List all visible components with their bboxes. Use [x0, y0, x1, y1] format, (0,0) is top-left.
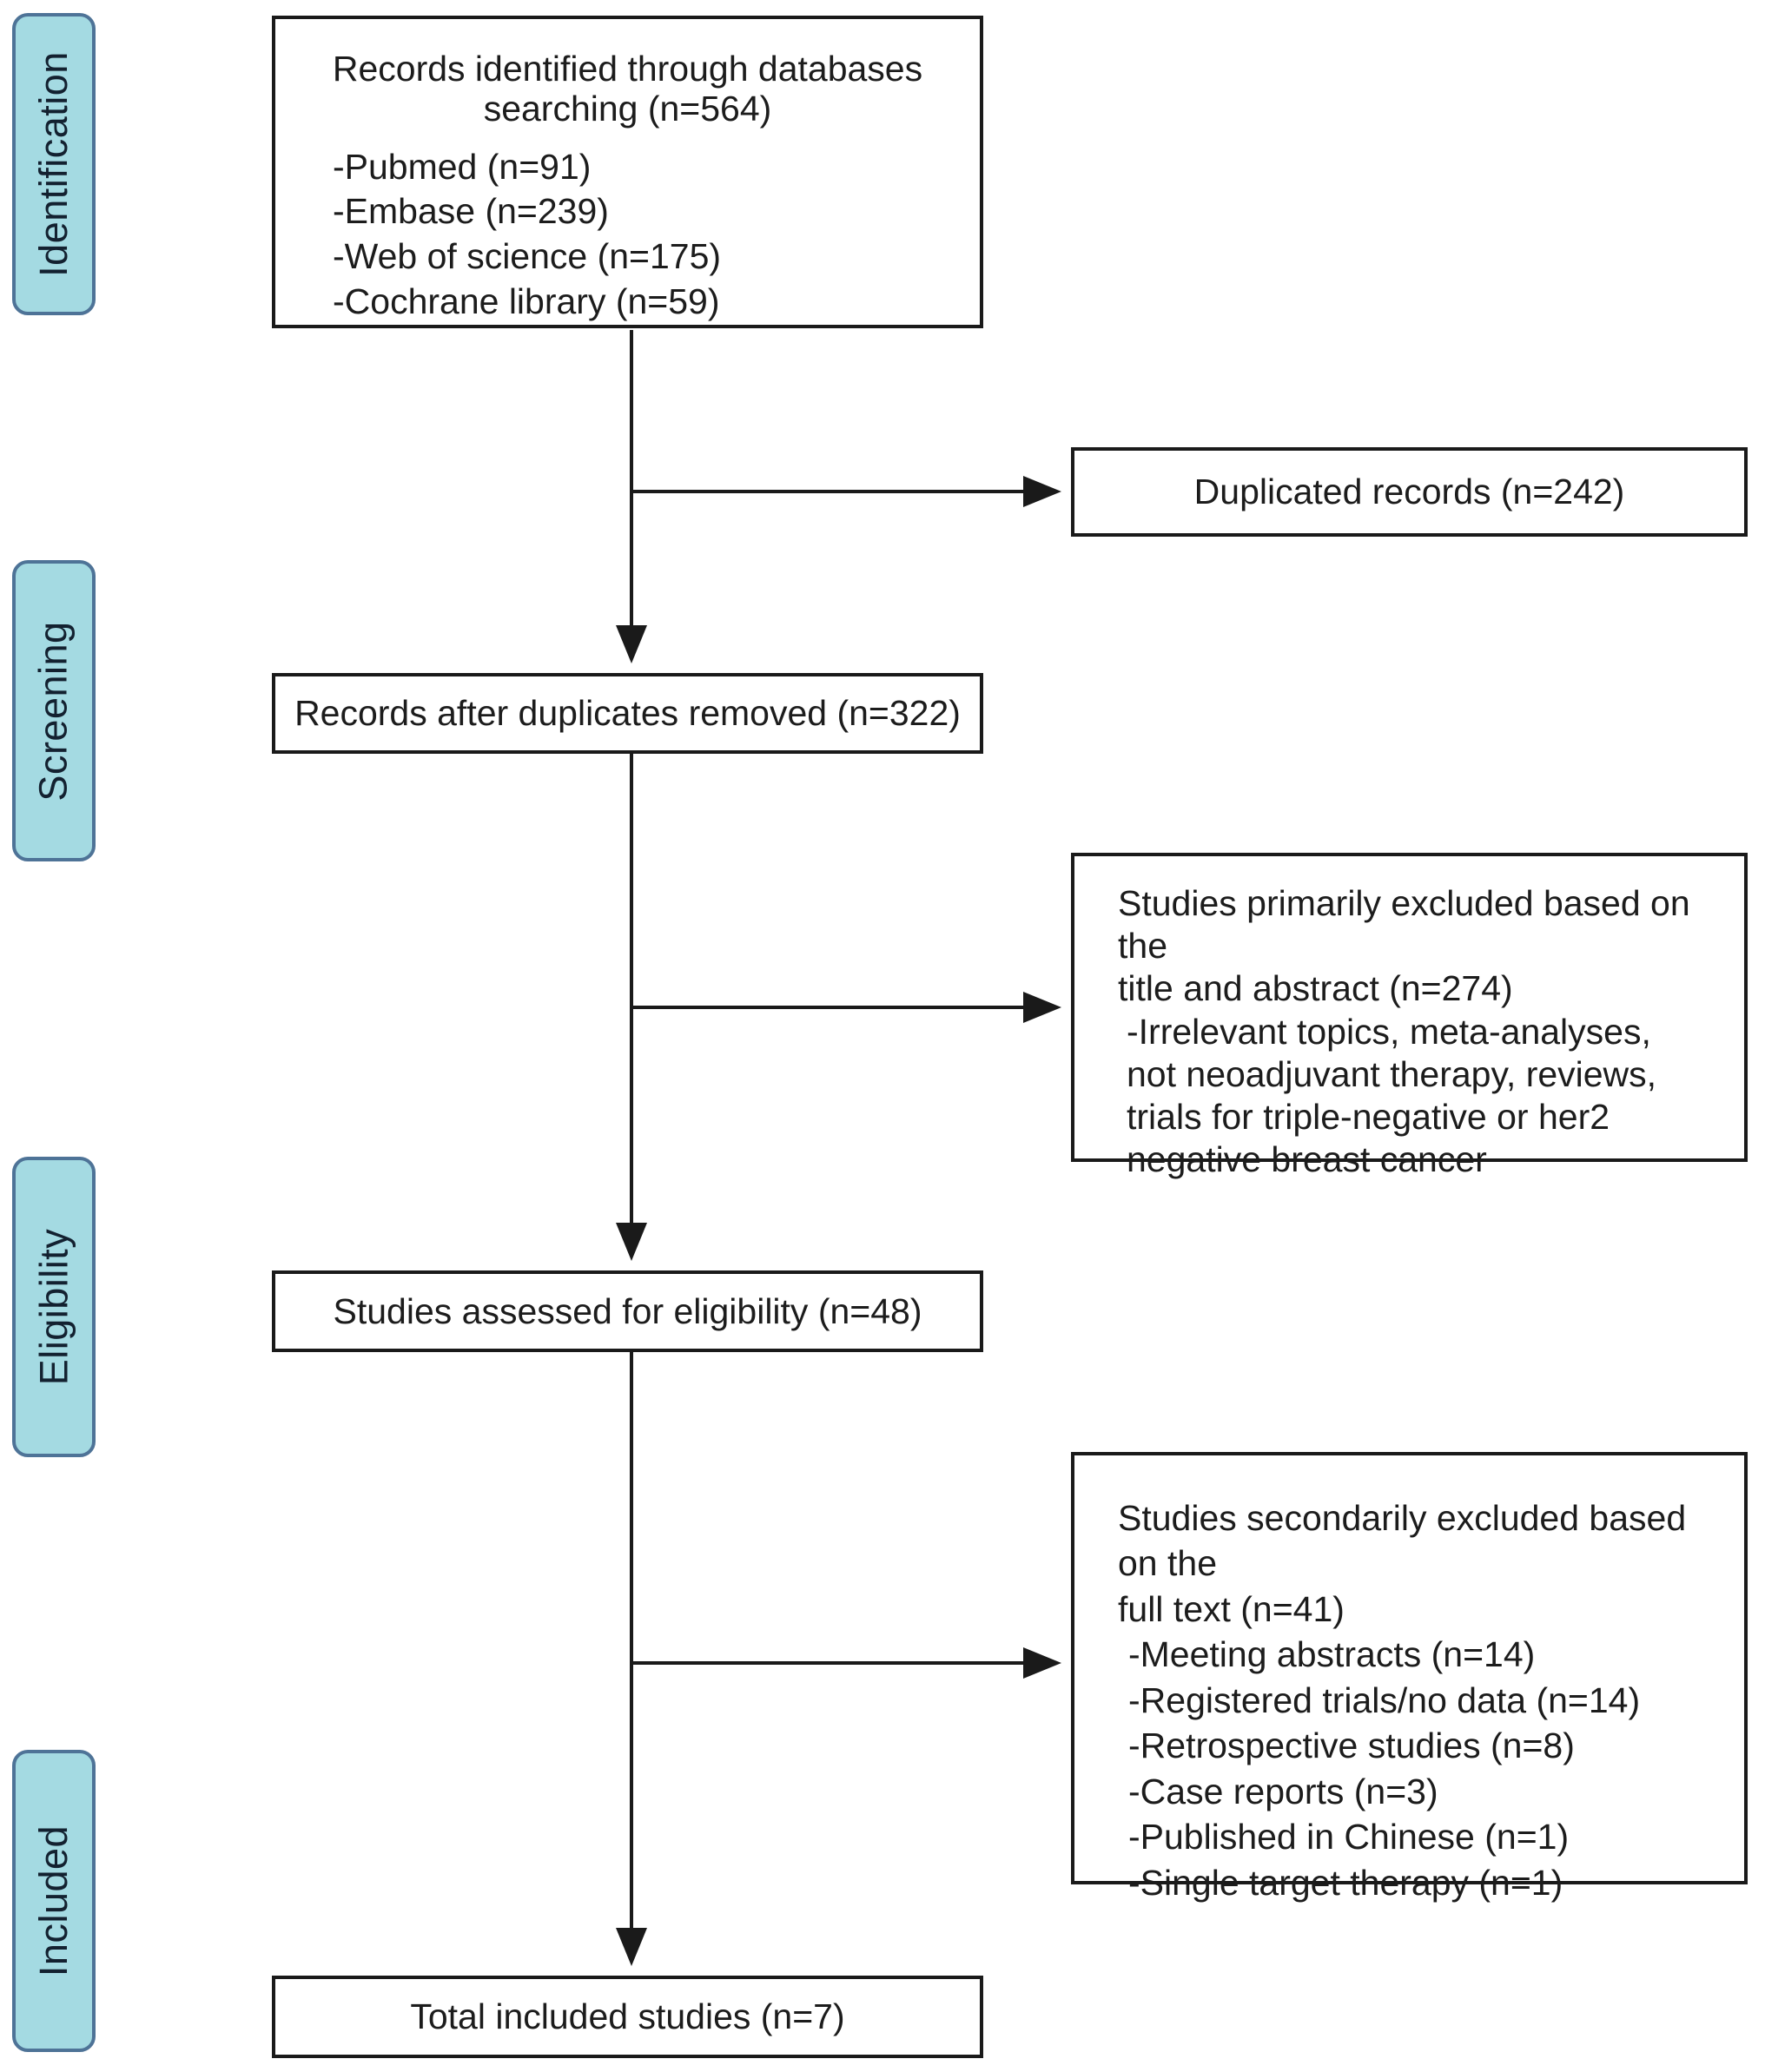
text-line: not neoadjuvant therapy, reviews,: [1127, 1053, 1657, 1094]
stage-label-screening: Screening: [31, 620, 76, 802]
box-total-included: [272, 1976, 983, 2058]
text-line: negative breast cancer: [1127, 1139, 1487, 1180]
text-line: -Meeting abstracts (n=14): [1128, 1634, 1536, 1675]
stage-box-eligibility: [12, 1157, 96, 1457]
text-line: -Web of science (n=175): [333, 235, 722, 276]
text-line: -Pubmed (n=91): [333, 146, 592, 187]
box-duplicated-records: [1071, 447, 1748, 537]
text-line: Studies assessed for eligibility (n=48): [333, 1290, 922, 1331]
stage-box-identification: [12, 13, 96, 315]
text-line: full text (n=41): [1118, 1588, 1345, 1629]
stage-box-included: [12, 1750, 96, 2052]
secondary-excluded-reasons: [1118, 1632, 1720, 1905]
box-records-identified: [272, 16, 983, 328]
text-line: -Registered trials/no data (n=14): [1128, 1679, 1641, 1720]
box-secondary-excluded: [1071, 1452, 1748, 1903]
stage-label-identification: Identification: [31, 51, 76, 277]
text-line: Duplicated records (n=242): [1193, 472, 1625, 512]
text-line: title and abstract (n=274): [1118, 968, 1513, 1009]
stage-label-included: Included: [31, 1825, 76, 1977]
text-line: -Irrelevant topics, meta-analyses,: [1127, 1011, 1651, 1052]
text-line: -Single target therapy (n=1): [1128, 1862, 1563, 1903]
box-primary-excluded: [1071, 853, 1748, 1180]
text-line: -Published in Chinese (n=1): [1128, 1817, 1570, 1858]
text-line: Studies secondarily excluded based on the: [1118, 1498, 1687, 1584]
box-records-after-duplicates: [272, 673, 983, 754]
records-identified-title: [275, 49, 980, 129]
text-line: Records after duplicates removed (n=322): [294, 693, 961, 734]
box-studies-assessed: [272, 1270, 983, 1352]
text-line: searching (n=564): [483, 89, 772, 129]
text-line: Studies primarily excluded based on the: [1118, 883, 1690, 967]
secondary-excluded-title: [1118, 1495, 1720, 1632]
text-line: -Retrospective studies (n=8): [1128, 1726, 1575, 1766]
text-line: -Cochrane library (n=59): [333, 280, 720, 321]
text-line: -Embase (n=239): [333, 191, 609, 232]
text-line: trials for triple-negative or her2: [1127, 1096, 1610, 1137]
text-line: Records identified through databases: [332, 49, 923, 89]
stage-label-eligibility: Eligibility: [31, 1228, 76, 1386]
stage-box-screening: [12, 560, 96, 861]
text-line: Total included studies (n=7): [410, 1996, 845, 2037]
primary-excluded-title: [1118, 882, 1720, 1011]
text-line: -Case reports (n=3): [1128, 1771, 1438, 1811]
primary-excluded-reasons: [1118, 1011, 1720, 1182]
records-identified-sources: [275, 145, 980, 325]
